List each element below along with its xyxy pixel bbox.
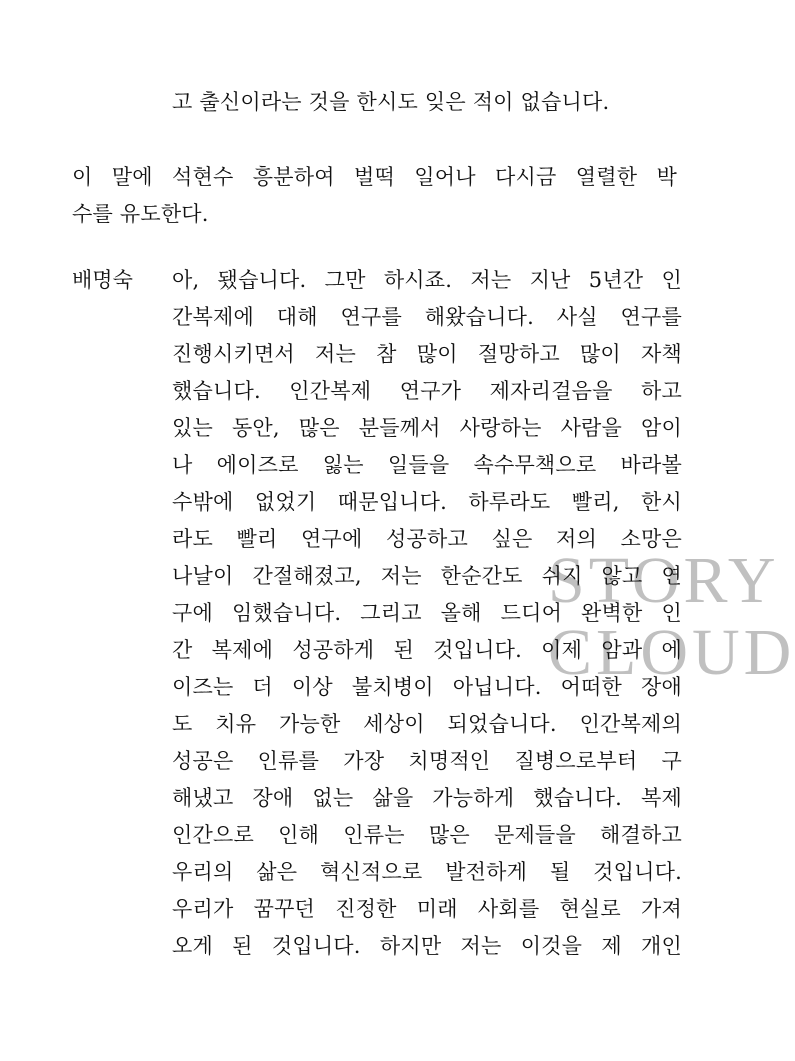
dialogue-line: 이즈는 더 이상 불치병이 아닙니다. 어떠한 장애	[172, 675, 682, 699]
dialogue-line: 구에 임했습니다. 그리고 올해 드디어 완벽한 인	[172, 601, 682, 625]
watermark-line-1: STORY	[548, 544, 780, 617]
watermark-line-2: CLOUD	[548, 616, 795, 689]
dialogue-line: 진행시키면서 저는 참 많이 절망하고 많이 자책	[172, 342, 682, 366]
continued-dialogue-line: 고 출신이라는 것을 한시도 잊은 적이 없습니다.	[172, 90, 610, 114]
dialogue-line: 아, 됐습니다. 그만 하시죠. 저는 지난 5년간 인	[172, 268, 682, 292]
stage-direction-line: 이 말에 석현수 흥분하여 벌떡 일어나 다시금 열렬한 박	[72, 165, 677, 189]
dialogue-line: 우리의 삶은 혁신적으로 발전하게 될 것입니다.	[172, 860, 682, 884]
dialogue-line: 우리가 꿈꾸던 진정한 미래 사회를 현실로 가져	[172, 897, 682, 921]
dialogue-line: 라도 빨리 연구에 성공하고 싶은 저의 소망은	[172, 527, 682, 551]
dialogue-line: 오게 된 것입니다. 하지만 저는 이것을 제 개인	[172, 934, 682, 958]
dialogue-line: 수밖에 없었기 때문입니다. 하루라도 빨리, 한시	[172, 490, 682, 514]
dialogue-line: 있는 동안, 많은 분들께서 사랑하는 사람을 암이	[172, 416, 682, 440]
dialogue-line: 했습니다. 인간복제 연구가 제자리걸음을 하고	[172, 379, 682, 403]
dialogue-line: 도 치유 가능한 세상이 되었습니다. 인간복제의	[172, 712, 682, 736]
stage-direction-line: 수를 유도한다.	[72, 202, 209, 226]
dialogue-line: 간 복제에 성공하게 된 것입니다. 이제 암과 에	[172, 638, 682, 662]
dialogue-line: 나날이 간절해졌고, 저는 한순간도 쉬지 않고 연	[172, 564, 683, 588]
dialogue-line: 간복제에 대해 연구를 해왔습니다. 사실 연구를	[172, 305, 682, 329]
dialogue-line: 성공은 인류를 가장 치명적인 질병으로부터 구	[172, 749, 682, 773]
dialogue-line: 해냈고 장애 없는 삶을 가능하게 했습니다. 복제	[172, 786, 682, 810]
dialogue-line: 인간으로 인해 인류는 많은 문제들을 해결하고	[172, 823, 682, 847]
speaker-name: 배명숙	[72, 268, 133, 292]
dialogue-line: 나 에이즈로 잃는 일들을 속수무책으로 바라볼	[172, 453, 682, 477]
